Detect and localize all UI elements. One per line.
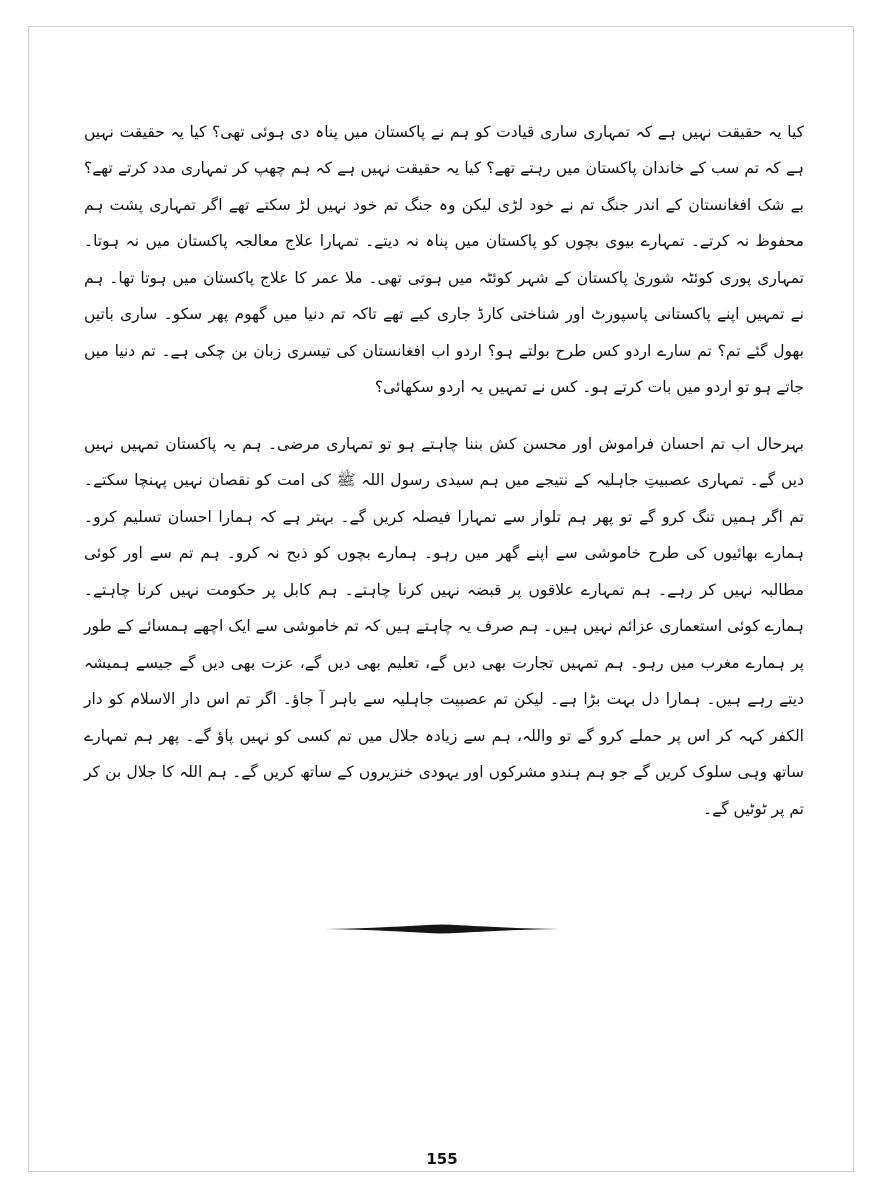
paragraph-2: بہرحال اب تم احسان فراموش اور محسن کش بننا چاہتے ہو تو تمہاری مرضی۔ ہم یہ پاکستان تمہیں نہیں دیں گے۔ تمہاری عصبیتِ جاہلیہ کے نتیجے میں ہم سیدی رسول اللہ ﷺ کی امت کو نقصان نہیں پہنچا سکتے۔ تم اگر ہمیں تنگ کرو گے تو پھر ہم تلوار سے تمہارا فیصلہ کریں گے۔ بہتر ہے کہ ہمارا احسان تسلیم کرو۔ ہمارے بھائیوں کی طرح خاموشی سے اپنے گھر میں رہو۔ ہمارے بچوں کو ذبح نہ کرو۔ ہم تم سے اور کوئی مطالبہ نہیں کر رہے۔ ہم تمہارے علاقوں پر قبضہ نہیں کرنا چاہتے۔ ہم کابل پر حکومت نہیں کرنا چاہتے۔ ہمارے کوئی استعماری عزائم نہیں ہیں۔ ہم صرف یہ چاہتے ہیں کہ تم خاموشی سے ایک اچھے ہمسائے کے طور پر ہمارے مغرب میں رہو۔ ہم تمہیں تجارت بھی دیں گے، تعلیم بھی دیں گے، عزت بھی دیں گے جیسے ہمیشہ دیتے رہے ہیں۔ ہمارا دل بہت بڑا ہے۔ لیکن تم عصبیت جاہلیہ سے باہر آ جاؤ۔ اگر تم اس دار الاسلام کو دار الکفر کہہ کر اس پر حملے کرو گے تو واللہ، ہم سے زیادہ جلال میں تم کسی کو نہیں پاؤ گے۔ پھر ہم تمہارے ساتھ وہی سلوک کریں گے جو ہم ہندو مشرکوں اور یہودی خنزیروں کے ساتھ کریں گے۔ ہم اللہ کا جلال بن کر تم پر ٹوٹیں گے۔ — [84, 434, 804, 818]
paragraph-1: کیا یہ حقیقت نہیں ہے کہ تمہاری ساری قیادت کو ہم نے پاکستان میں پناہ دی ہوئی تھی؟ کیا یہ حقیقت نہیں ہے کہ تم سب کے خاندان پاکستان میں رہتے تھے؟ کیا یہ حقیقت نہیں ہے کہ ہم چھپ کر تمہاری مدد کرتے تھے؟ بے شک افغانستان کے اندر جنگ تم نے خود لڑی لیکن وہ جنگ تم خود نہیں لڑ سکتے تھے اگر تمہاری پشت ہم محفوظ نہ کرتے۔ تمہارے بیوی بچوں کو پاکستان میں پناہ نہ دیتے۔ تمہارا علاج معالجہ پاکستان میں نہ ہوتا۔ تمہاری پوری کوئٹہ شوریٰ پاکستان کے شہر کوئٹہ میں ہوتی تھی۔ ملا عمر کا علاج پاکستان میں ہوتا تھا۔ ہم نے تمہیں اپنے پاکستانی پاسپورٹ اور شناختی کارڈ جاری کیے تھے تاکہ تم دنیا میں گھوم پھر سکو۔ ساری باتیں بھول گئے تم؟ تم سارے اردو کس طرح بولتے ہو؟ اردو اب افغانستان کی تیسری زبان بن چکی ہے۔ تم دنیا میں جاتے ہو تو اردو میں بات کرتے ہو۔ کس نے تمہیں یہ اردو سکھائی؟ — [84, 122, 804, 396]
section-divider-ornament — [324, 924, 560, 934]
page-number: 155 — [426, 1150, 458, 1168]
